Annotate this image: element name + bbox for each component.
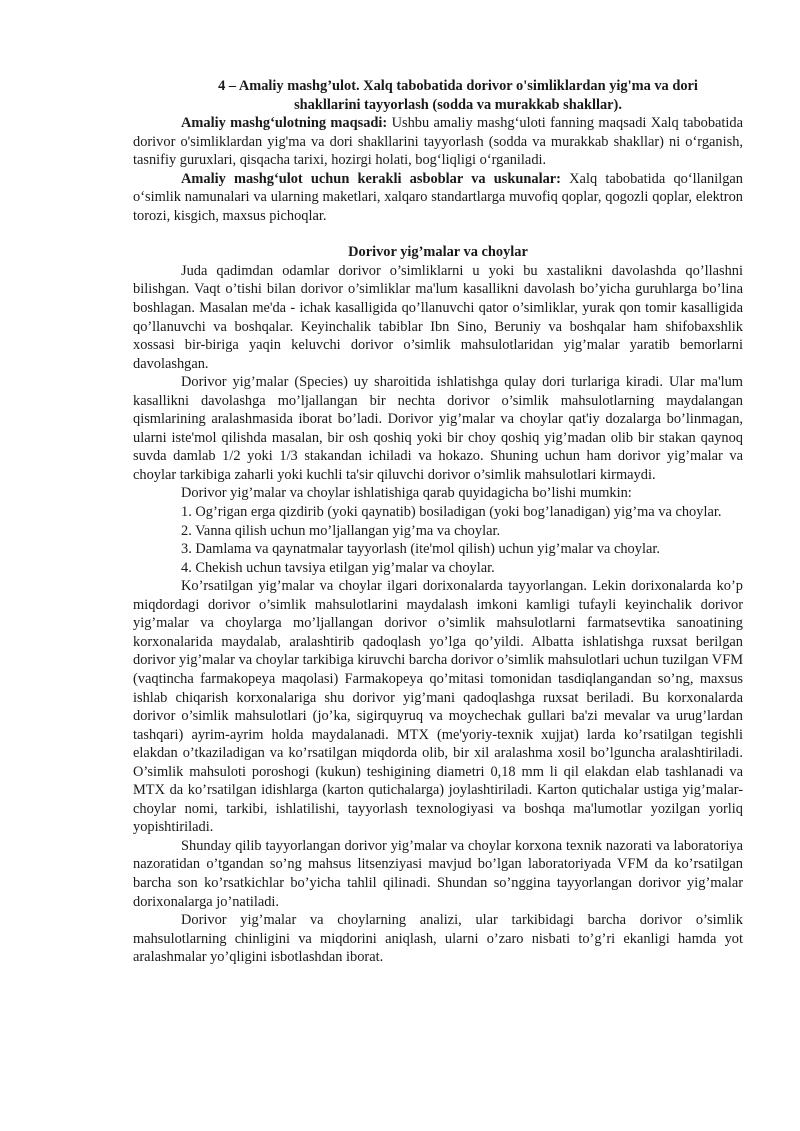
document-page bbox=[133, 77, 743, 967]
section-title: Dorivor yig’malar va choylar bbox=[348, 244, 528, 261]
paragraph-3: Dorivor yig’malar va choylar ishlatishiga qarab quyidagicha bo’lishi mumkin: bbox=[181, 485, 632, 502]
paragraph-4: Ko’rsatilgan yig’malar va choylar ilgari dorixonalarda tayyorlangan. Lekin dorixonalarda ko’p miqdordagi dorivor o’simlik mahsulotlarini maydalash imkoni kamligi tufayli keyinchalik dorivor yig’malar va choylarga mo’ljallangan dorivor o’simlik mahsulotlarni farmatsevtika sanoatining korxonalarida maydalab, aralashtirib qadoqlash yo’lga qo’yildi. Albatta ishlatishga ruxsat berilgan dorivor yig’malar va choylar tarkibiga kiruvchi barcha dorivor o’simlik mahsulotlari uchun tuzilgan VFM (vaqtincha farmakopeya maqolasi) Farmakopeya qo’mitasi tomonidan tasdiqlangandan so’ng, maxsus ishlab chiqarish korxonalariga shu dorivor yig’mani qadoqlashga ruxsat beriladi. Bu korxonalarda dorivor o’simlik mahsulotlari (jo’ka, sigirquyruq va moychechak gullari ba'zi mevalar va urug’lardan tashqari) ayrim-ayrim holda maydalanadi. MTX (me'yoriy-texnik xujjat) larda ko’rsatilgan tegishli elakdan o’tkaziladigan va ko’rsatilgan miqdorda olib, bir xil aralashma xosil bo’lguncha aralashtiriladi. O’simlik mahsuloti poroshogi (kukun) teshigining diametri 0,18 mm li qil elakdan elab tashlanadi va MTX da ko’rsatilgan idishlarga (karton qutichalarga) joylashtiriladi. Karton qutichalar ustiga yig’malar-choylar nomi, tarkibi, ishlatilishi, tayyorlash texnologiyasi va boshqa ma'lumotlar yozilgan yorliq yopishtiriladi. bbox=[133, 578, 743, 836]
list-item-3: 3. Damlama va qaynatmalar tayyorlash (ite'mol qilish) uchun yig’malar va choylar. bbox=[181, 541, 660, 558]
list-item-1: 1. Og’rigan erga qizdirib (yoki qaynatib) bosiladigan (yoki bog’lanadigan) yig’ma va choylar. bbox=[181, 504, 722, 521]
page-title bbox=[133, 77, 743, 114]
paragraph-5: Shunday qilib tayyorlangan dorivor yig’malar va choylar korxona texnik nazorati va laboratoriya nazoratidan o’tgandan so’ng mahsus litsenziyasi mavjud bo’lgan laboratoriyada VFM da ko’rsatilgan barcha son ko’rsatkichlar bo’yicha tahlil qilinadi. Shundan so’nggina tayyorlangan dorivor yig’malar dorixonalarga jo’natiladi. bbox=[133, 837, 743, 910]
paragraph-2: Dorivor yig’malar (Species) uy sharoitida ishlatishga qulay dori turlariga kiradi. Ular ma'lum kasallikni davolashga mo’ljallangan bir nechta dorivor o’simlik mahsulotlarning maydalangan qismlarining aralashmasida iborat bo’ladi. Dorivor yig’malar va choylar qat'iy dozalarga bo’linmagan, ularni iste'mol qilishda masalan, bir osh qoshiq yoki bir choy qoshiq yig’madan olib bir stakan qaynoq suvda damlab 1/2 yoki 1/3 stakandan ichiladi va hokazo. Shuning uchun ham dorivor yig’malar va choylar tarkibiga zaharli yoki kuchli ta'sir qiluvchi dorivor o’simlik mahsulotlari kirmaydi. bbox=[133, 374, 743, 483]
list-item-2: 2. Vanna qilish uchun mo’ljallangan yig’ma va choylar. bbox=[181, 522, 501, 539]
title-line-1: 4 – Amaliy mashg’ulot. Xalq tabobatida dorivor o'simliklardan yig'ma va dori bbox=[218, 78, 698, 94]
goal-paragraph bbox=[133, 114, 743, 170]
tools-paragraph bbox=[133, 170, 743, 226]
tools-text: Xalq tabobatida qo‘llanilgan o‘simlik namunalari va ularning maketlari, xalqaro standartlarga muvofiq qoplar, qogozli qoplar, elektron torozi, kisgich, maxsus pichoqlar. bbox=[133, 170, 743, 224]
goal-label: Amaliy mashg‘ulotning maqsadi: bbox=[181, 115, 388, 132]
list-item-4: 4. Chekish uchun tavsiya etilgan yig’malar va choylar. bbox=[181, 559, 495, 576]
paragraph-1: Juda qadimdan odamlar dorivor o’simliklarni u yoki bu xastalikni davolashda qo’llashni bilishgan. Vaqt o’tishi bilan dorivor o’simliklar ma'lum kasallikni davolash bo’yicha guruhlarga bo’lina boshlagan. Masalan me'da - ichak kasalligida qo’llanuvchi qator o’simliklar, yurak qon tomir kasalligida qo’llanuvchi va boshqalar. Keyinchalik tabiblar Ibn Sino, Beruniy va boshqalar ham shifobaxshlik xossasi bir-biriga yaqin keluvchi dorivor o’simlik mahsulotlaridan yig’malar yaratib bemorlarni davolashgan. bbox=[133, 262, 743, 372]
title-line-2: shakllarini tayyorlash (sodda va murakkab shakllar). bbox=[294, 96, 622, 113]
goal-text: Ushbu amaliy mashg‘uloti fanning maqsadi Xalq tabobatida dorivor o'simliklardan yig'ma va dori shakllarini tayyorlash (sodda va murakkab shakllar) ni o‘rganish, tasnifiy guruxlari, qisqacha tarixi, hozirgi holati, bog‘liqligi o‘rganiladi. bbox=[133, 115, 744, 169]
paragraph-6: Dorivor yig’malar va choylarning analizi, ular tarkibidagi barcha dorivor o’simlik mahsulotlarning chinligini va miqdorini aniqlash, ularni o’zaro nisbati to’g’ri ekanligi hamda yot aralashmalar yo’qligini isbotlashdan iborat. bbox=[133, 912, 743, 966]
tools-label: Amaliy mashg‘ulot uchun kerakli asboblar va uskunalar: bbox=[181, 170, 561, 187]
